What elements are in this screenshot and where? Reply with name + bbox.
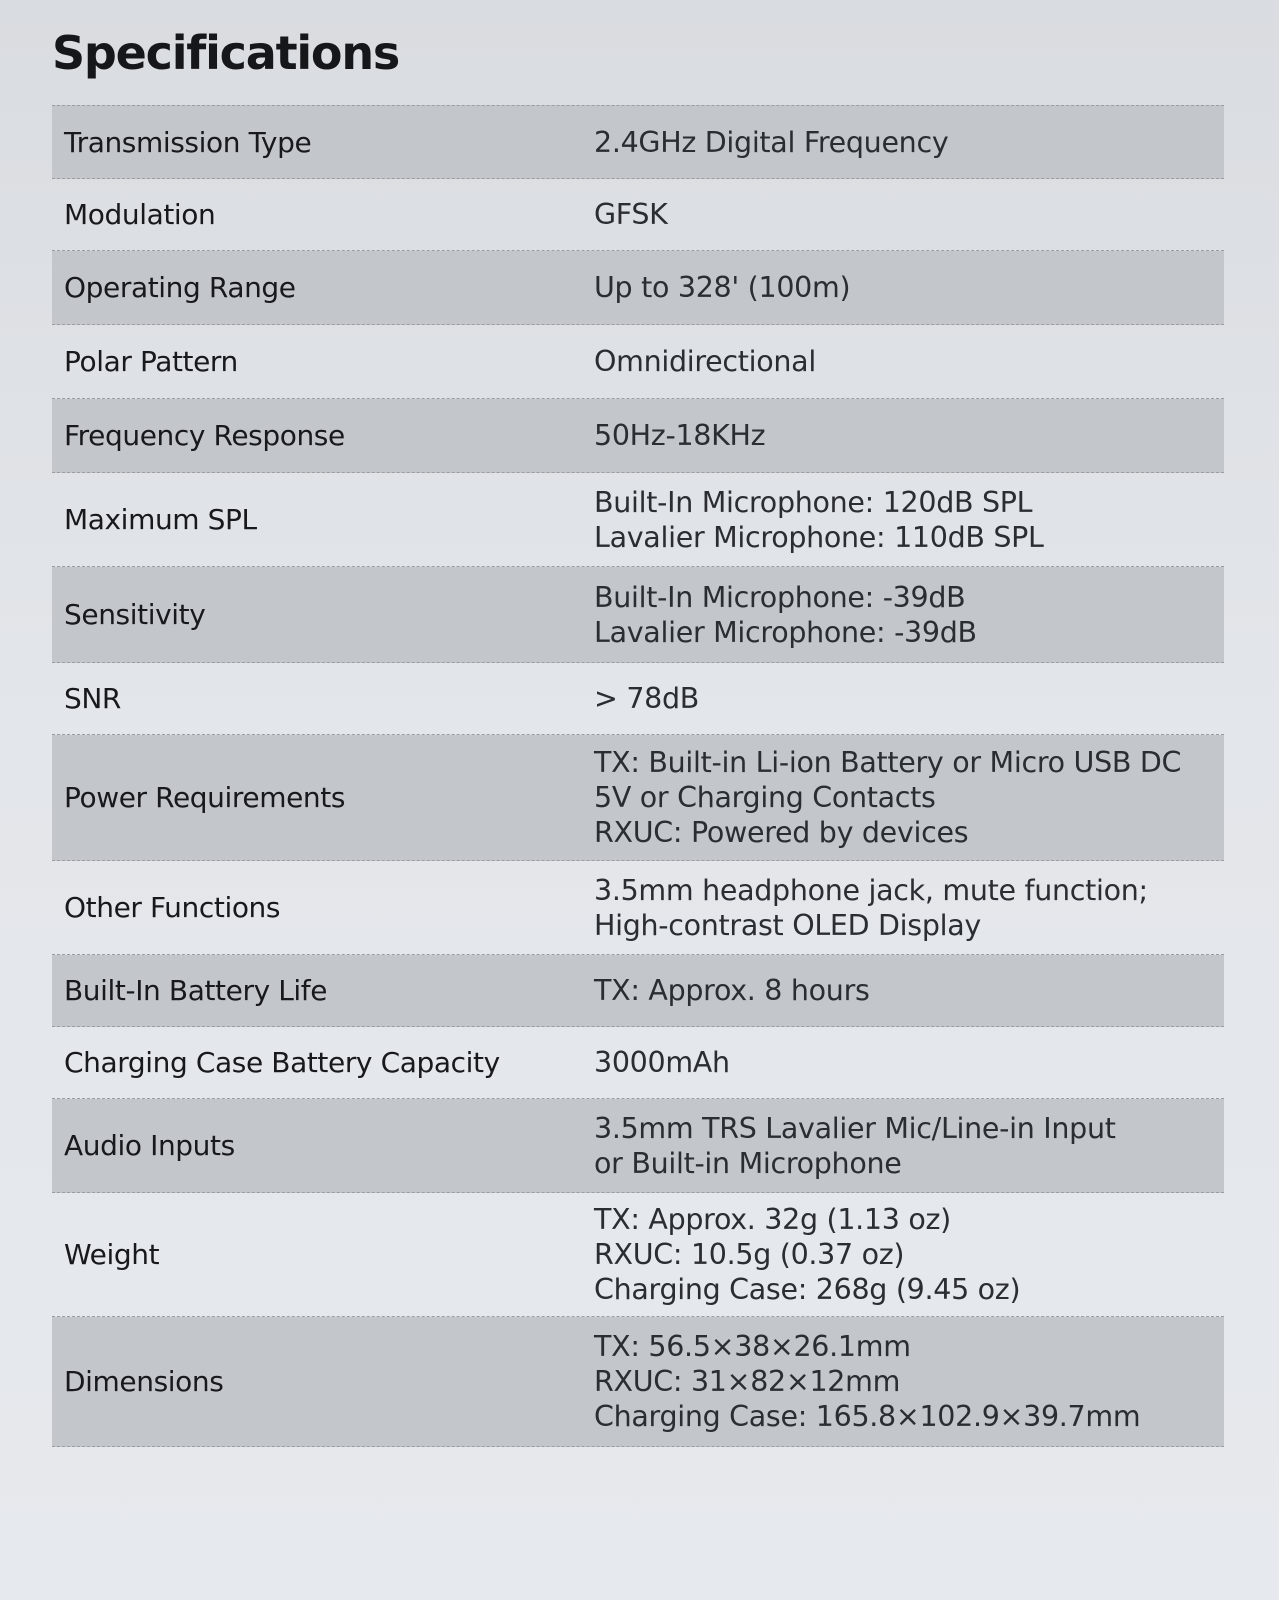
spec-label: Built-In Battery Life [64,974,328,1008]
spec-value-line: Built-In Microphone: -39dB [594,580,966,614]
spec-label: Power Requirements [64,781,346,815]
spec-row-snr [52,663,1224,735]
spec-value-line: GFSK [594,198,668,232]
spec-sheet [52,26,1224,1447]
spec-value-line: Up to 328' (100m) [594,271,851,305]
spec-label: Other Functions [64,891,281,925]
spec-row-other-functions [52,861,1224,955]
spec-row-dimensions [52,1317,1224,1447]
spec-value-line: Charging Case: 268g (9.45 oz) [594,1273,1021,1307]
spec-value [594,125,1224,160]
spec-label: Transmission Type [64,125,312,159]
spec-value [594,1111,1224,1181]
spec-value-line: Omnidirectional [594,345,816,379]
spec-value-line: 2.4GHz Digital Frequency [594,125,949,159]
spec-value-line: TX: Built-in Li-ion Battery or Micro USB DC [594,746,1182,780]
spec-row-charging-case-battery-capacity [52,1027,1224,1099]
spec-value-line: 5V or Charging Contacts [594,781,936,815]
spec-value-line: TX: 56.5×38×26.1mm [594,1330,911,1364]
spec-value [594,580,1224,650]
spec-value-line: 3.5mm TRS Lavalier Mic/Line-in Input [594,1111,1116,1145]
spec-label: Modulation [64,198,216,232]
spec-row-transmission-type [52,105,1224,179]
spec-value-line: RXUC: 31×82×12mm [594,1365,901,1399]
spec-label: SNR [64,682,121,716]
spec-row-operating-range [52,251,1224,325]
spec-row-power-requirements [52,735,1224,861]
spec-value-line: Lavalier Microphone: 110dB SPL [594,520,1044,554]
spec-label: Dimensions [64,1365,224,1399]
spec-value-line: 50Hz-18KHz [594,419,766,453]
spec-value-line: TX: Approx. 8 hours [594,974,870,1008]
spec-label: Sensitivity [64,598,206,632]
spec-label: Audio Inputs [64,1129,235,1163]
spec-value [594,1202,1224,1307]
spec-value [594,681,1224,716]
spec-label: Polar Pattern [64,345,238,379]
spec-row-maximum-spl [52,473,1224,567]
spec-value [594,270,1224,305]
spec-value [594,344,1224,379]
spec-value-line: TX: Approx. 32g (1.13 oz) [594,1203,951,1237]
spec-value [594,485,1224,555]
spec-value [594,1045,1224,1080]
spec-value [594,197,1224,232]
spec-label: Charging Case Battery Capacity [64,1046,500,1080]
spec-value [594,973,1224,1008]
spec-row-built-in-battery-life [52,955,1224,1027]
spec-label: Maximum SPL [64,503,257,537]
spec-row-sensitivity [52,567,1224,663]
spec-value-line: Lavalier Microphone: -39dB [594,615,977,649]
spec-value-line: RXUC: 10.5g (0.37 oz) [594,1238,905,1272]
spec-value-line: Charging Case: 165.8×102.9×39.7mm [594,1400,1141,1434]
spec-row-weight [52,1193,1224,1317]
spec-value-line: High-contrast OLED Display [594,908,981,942]
spec-value-line: or Built-in Microphone [594,1146,902,1180]
page-title: Specifications [52,26,400,80]
spec-label: Frequency Response [64,419,345,453]
spec-value [594,745,1224,850]
spec-label: Operating Range [64,271,296,305]
spec-table [52,105,1224,1447]
spec-label: Weight [64,1238,160,1272]
spec-value-line: 3000mAh [594,1046,730,1080]
spec-row-modulation [52,179,1224,251]
spec-value [594,1329,1224,1434]
spec-row-audio-inputs [52,1099,1224,1193]
spec-value [594,418,1224,453]
spec-value-line: 3.5mm headphone jack, mute function; [594,873,1148,907]
spec-row-polar-pattern [52,325,1224,399]
spec-value [594,873,1224,943]
spec-value-line: RXUC: Powered by devices [594,816,969,850]
spec-value-line: Built-In Microphone: 120dB SPL [594,485,1033,519]
spec-value-line: > 78dB [594,682,700,716]
spec-row-frequency-response [52,399,1224,473]
